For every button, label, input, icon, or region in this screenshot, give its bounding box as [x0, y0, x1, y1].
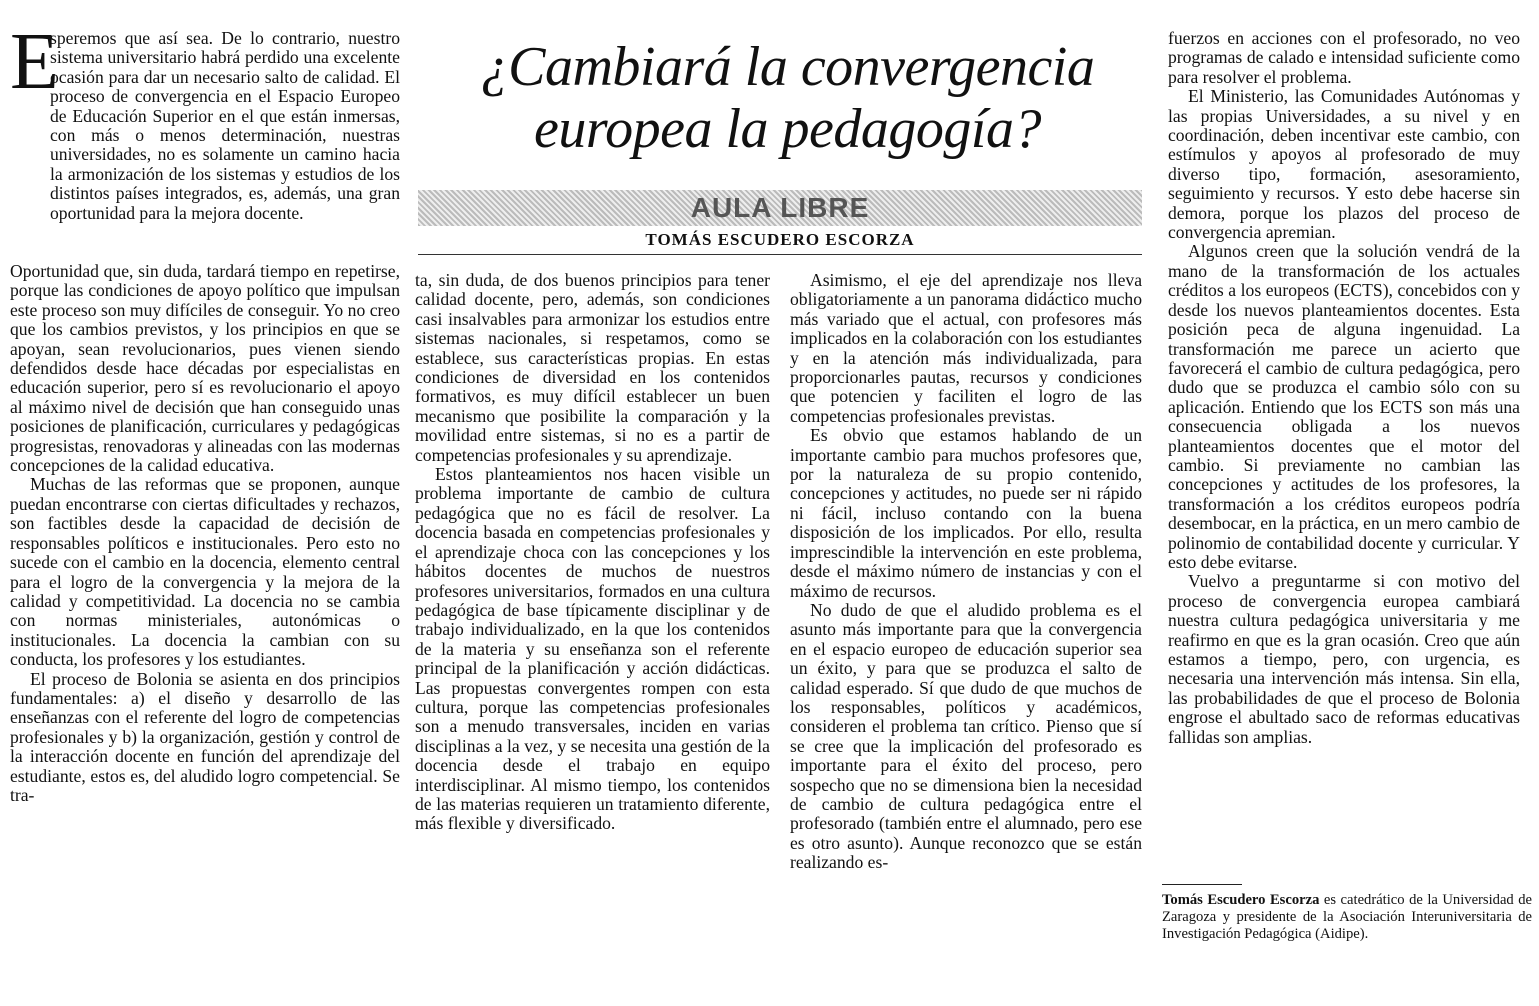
author-bio	[1162, 892, 1532, 943]
paragraph: El Ministerio, las Comunidades Autónomas y las propias Universidades, a su nivel y en coordinación, deben incentivar este cambio, con estímulos y apoyos al profesorado de muy diverso tipo, formación, asesoramiento, seguimiento y recursos. Y esto debe hacerse sin demora, porque los plazos del proceso de convergencia apremian.	[1168, 86, 1520, 243]
paragraph: speremos que así sea. De lo contrario, nuestro sistema universitario habrá perdido una excelente ocasión para dar un necesario salto de calidad. El proceso de convergencia en el Espacio Europeo de Educación Superior en el que están inmersas, con más o menos determinación, nuestras universidades, no es solamente un camino hacia la armonización de los sistemas y estudios de los distintos países integrados, es, además, una gran oportunidad para la mejora docente.	[50, 28, 400, 223]
column-3	[790, 271, 1142, 873]
headline: ¿Cambiará la convergencia europea la pedagogía?	[480, 36, 1095, 160]
paragraph: Algunos creen que la solución vendrá de la mano de la transformación de los actuales créditos a los europeos (ECTS), concebidos con y desde los nuevos planteamientos docentes. Esta posición peca de alguna ingenuidad. La transformación me parece un acierto que favorecerá el cambio de cultura pedagógica, pero dudo que se produzca el cambio sólo con su aplicación. Entiendo que los ECTS son más una consecuencia obligada a los nuevos planteamientos docentes que el motor del cambio. Si previamente no cambian las concepciones y actitudes de los profesores, la transformación a los créditos europeos podría desembocar, en la práctica, en un mero cambio de polinomio de contabilidad docente y curricular. Y esto debe evitarse.	[1168, 241, 1520, 572]
paragraph: ta, sin duda, de dos buenos principios para tener calidad docente, pero, además, son condiciones casi insalvables para armonizar los estudios entre sistemas nacionales, si respetamos, como se establece, sus características propias. En estas condiciones de diversidad en los contenidos formativos, es muy difícil establecer un buen mecanismo que posibilite la comparación y la movilidad entre sistemas, si no es a partir de competencias profesionales y su aprendizaje.	[415, 270, 770, 465]
paragraph: Es obvio que estamos hablando de un importante cambio para muchos profesores que, por la naturaleza de su propio contenido, concepciones y actitudes, no puede ser ni rápido ni fácil, incluso contando con la buena disposición de los implicados. Por ello, resulta imprescindible la intervención en este problema, desde el máximo número de instancias y con el máximo de recursos.	[790, 425, 1142, 601]
section-label: AULA LIBRE	[690, 192, 870, 223]
column-1-top	[50, 29, 400, 223]
paragraph: fuerzos en acciones con el profesorado, no veo programas de calado e intensidad suficiente como para resolver el problema.	[1168, 28, 1520, 87]
column-2	[415, 271, 770, 834]
paragraph: El proceso de Bolonia se asienta en dos principios fundamentales: a) el diseño y desarrollo de las enseñanzas con el referente del logro de competencias profesionales y b) la organización, gestión y control de la interacción docente en función del aprendizaje del estudiante, estos es, del aludido logro competencial. Se tra-	[10, 668, 400, 805]
drop-cap: E	[10, 18, 59, 106]
column-4	[1168, 29, 1520, 747]
paragraph: Oportunidad que, sin duda, tardará tiempo en repetirse, porque las condiciones de apoyo político que impulsan este proceso son muy difíciles de conseguir. Yo no creo que los cambios previstos, y los principios en que se apoyan, sean revolucionarios, pues vienen siendo defendidos desde hace décadas por especialistas en educación superior, pero sí es revolucionario el apoyo al máximo nivel de decisión que han conseguido unas posiciones de planificación, curriculares y pedagógicas progresistas, renovadoras y alineadas con las modernas concepciones de la calidad educativa.	[10, 261, 400, 476]
paragraph: Vuelvo a preguntarme si con motivo del proceso de convergencia europea cambiará nuestra cultura pedagógica universitaria y me reafirmo en que es la gran ocasión. Creo que aún estamos a tiempo, pero, con urgencia, es necesaria una intervención más intensa. Sin ella, las probabilidades de que el proceso de Bolonia engrose el abultado saco de reformas educativas fallidas son amplias.	[1168, 571, 1520, 747]
column-1	[10, 262, 400, 805]
bio-text: es catedrático de la Universidad de Zaragoza y presidente de la Asociación Interuniversitaria de Investigación Pedagógica (Aidipe).	[1162, 892, 1532, 942]
paragraph: No dudo de que el aludido problema es el asunto más importante para que la convergencia en el espacio europeo de educación superior sea un éxito, y para que se produzca el salto de calidad esperado. Sí que dudo de que muchos de los responsables, políticos y académicos, consideren el problema tan crítico. Pienso que sí se cree que la implicación del profesorado es importante para el éxito del proceso, pero sospecho que no se dimensiona bien la necesidad de cambio de cultura pedagógica entre el profesorado (también entre el alumnado, pero ese es otro asunto). Aunque reconozco que se están realizando es-	[790, 599, 1142, 873]
bio-divider	[1162, 884, 1242, 885]
byline: TOMÁS ESCUDERO ESCORZA	[418, 230, 1142, 255]
section-band	[418, 190, 1142, 226]
paragraph: Muchas de las reformas que se proponen, aunque puedan encontrarse con ciertas dificultades y rechazos, son factibles desde la capacidad de decisión de responsables políticos e institucionales. Pero esto no sucede con el cambio en la docencia, elemento central para el logro de la convergencia y la mejora de la calidad y competitividad. La docencia no se cambia con normas ministeriales, autonómicas o institucionales. La docencia la cambian con su conducta, los profesores y los estudiantes.	[10, 474, 400, 670]
bio-name: Tomás Escudero Escorza	[1162, 892, 1320, 908]
paragraph: Estos planteamientos nos hacen visible un problema importante de cambio de cultura pedagógica que no es fácil de resolver. La docencia basada en competencias profesionales y el aprendizaje choca con las concepciones y los hábitos docentes de muchos de nuestros profesores universitarios, formados en una cultura pedagógica de base típicamente disciplinar y de trabajo individualizado, en la que los contenidos de la materia y su enseñanza son el referente principal de la planificación y acción didácticas. Las propuestas convergentes rompen con esta cultura, porque las competencias profesionales son a menudo transversales, inciden en varias disciplinas a la vez, y se necesita una gestión de la docencia desde el trabajo en equipo interdisciplinar. Al mismo tiempo, los contenidos de las materias requieren un tratamiento diferente, más flexible y diversificado.	[415, 464, 770, 834]
paragraph: Asimismo, el eje del aprendizaje nos lleva obligatoriamente a un panorama didáctico mucho más variado que el actual, con profesores más implicados en la colaboración con los estudiantes y en la atención más individualizada, para proporcionarles pautas, recursos y condiciones que potencien y faciliten el logro de las competencias profesionales previstas.	[790, 270, 1142, 426]
